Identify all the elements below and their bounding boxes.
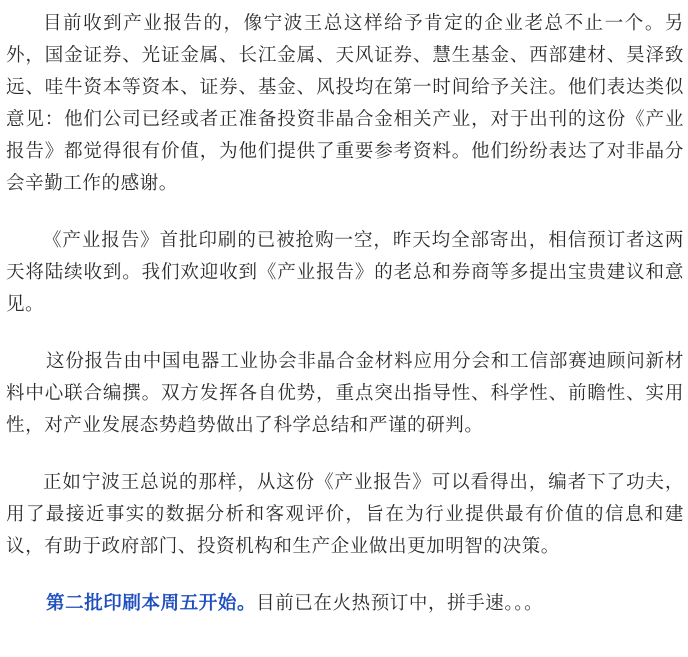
paragraph-second-print (6, 588, 684, 620)
article-body (6, 8, 684, 620)
paragraph-feedback: 目前收到产业报告的，像宁波王总这样给予肯定的企业老总不止一个。另外，国金证券、光证金属、长江金属、天风证券、慧生基金、西部建材、昊泽致远、哇牛资本等资本、证券、基金、风投均在第一时间给予关注。他们表达类似意见：他们公司已经或者正准备投资非晶合金相关产业，对于出刊的这份《产业报告》都觉得很有价值，为他们提供了重要参考资料。他们纷纷表达了对非晶分会辛勤工作的感谢。 (6, 13, 684, 194)
paragraph-compilers: 这份报告由中国电器工业协会非晶合金材料应用分会和工信部赛迪顾问新材料中心联合编撰。双方发挥各自优势，重点突出指导性、科学性、前瞻性、实用性，对产业发展态势趋势做出了科学总结和严谨的研判。 (6, 351, 684, 436)
second-print-text: 目前已在火热预订中，拼手速。。。 (256, 593, 544, 614)
paragraph-evaluation: 正如宁波王总说的那样，从这份《产业报告》可以看得出，编者下了功夫，用了最接近事实的数据分析和客观评价，旨在为行业提供最有价值的信息和建议，有助于政府部门、投资机构和生产企业做出更加明智的决策。 (6, 472, 684, 557)
second-print-highlight: 第二批印刷本周五开始。 (46, 593, 257, 614)
paragraph-first-print: 《产业报告》首批印刷的已被抢购一空，昨天均全部寄出，相信预订者这两天将陆续收到。我们欢迎收到《产业报告》的老总和券商等多提出宝贵建议和意见。 (6, 230, 684, 315)
